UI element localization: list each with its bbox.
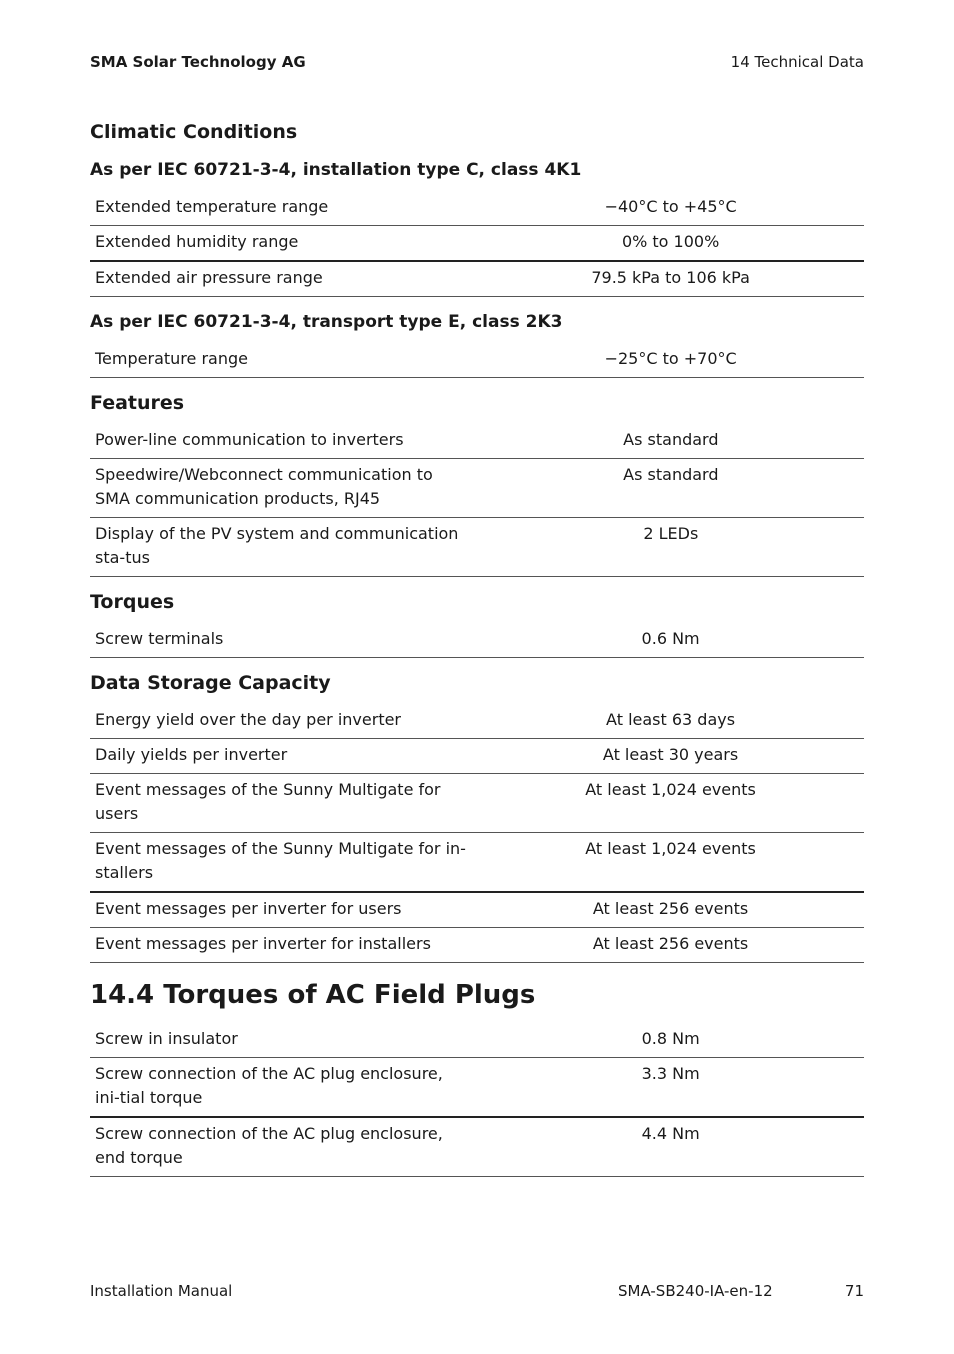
table-row: [90, 343, 864, 378]
row-value: At least 256 events: [477, 928, 864, 963]
row-value: At least 30 years: [477, 739, 864, 774]
row-value: At least 256 events: [477, 892, 864, 928]
section-title: 14.4 Torques of AC Field Plugs: [90, 980, 536, 1010]
table-row: [90, 892, 864, 928]
row-value: 0% to 100%: [477, 226, 864, 262]
row-label: Power-line communication to inverters: [90, 424, 478, 459]
row-value: 0.6 Nm: [477, 623, 864, 658]
row-value: 0.8 Nm: [477, 1023, 864, 1058]
page-content: [90, 117, 864, 1187]
page-number: 71: [844, 1282, 864, 1300]
table-row: [90, 774, 864, 833]
table-row: [90, 739, 864, 774]
row-label: Extended humidity range: [90, 226, 477, 262]
row-value: At least 63 days: [477, 704, 864, 739]
row-value: 79.5 kPa to 106 kPa: [477, 261, 864, 297]
storage-heading: Data Storage Capacity: [90, 672, 331, 694]
table-row: [90, 928, 864, 963]
row-label: Daily yields per inverter: [90, 739, 477, 774]
ac-plugs-table: [90, 1023, 864, 1177]
climatic-heading: Climatic Conditions: [90, 121, 298, 143]
row-label: Screw connection of the AC plug enclosure, end torque: [90, 1117, 477, 1177]
transport-class-heading: As per IEC 60721-3-4, transport type E, class 2K3: [90, 312, 563, 332]
row-label: Event messages per inverter for users: [90, 892, 477, 928]
table-row: [90, 459, 864, 518]
row-label: Event messages per inverter for installers: [90, 928, 477, 963]
table-row: [90, 424, 864, 459]
row-label: Event messages of the Sunny Multigate for in-stallers: [90, 833, 477, 893]
row-label: Event messages of the Sunny Multigate for users: [90, 774, 477, 833]
row-value: At least 1,024 events: [477, 774, 864, 833]
torques-heading: Torques: [90, 591, 175, 613]
row-value: As standard: [478, 424, 864, 459]
row-label: Extended temperature range: [90, 191, 477, 226]
features-table: [90, 424, 864, 577]
table-row: [90, 1117, 864, 1177]
row-value: 4.4 Nm: [477, 1117, 864, 1177]
table-row: [90, 623, 864, 658]
row-label: Screw in insulator: [90, 1023, 477, 1058]
row-value: −40°C to +45°C: [477, 191, 864, 226]
table-row: [90, 1058, 864, 1118]
footer-doc-id: SMA-SB240-IA-en-12: [618, 1282, 773, 1300]
table-row: [90, 261, 864, 297]
storage-table: [90, 704, 864, 963]
climatic-transport-table: [90, 343, 864, 378]
table-row: [90, 833, 864, 893]
row-value: 3.3 Nm: [477, 1058, 864, 1118]
climatic-install-table: [90, 191, 864, 297]
table-row: [90, 518, 864, 577]
row-label: Display of the PV system and communication sta-tus: [90, 518, 478, 577]
row-label: Extended air pressure range: [90, 261, 477, 297]
table-row: [90, 191, 864, 226]
torques-table: [90, 623, 864, 658]
header-company: SMA Solar Technology AG: [90, 53, 306, 71]
table-row: [90, 1023, 864, 1058]
row-label: Energy yield over the day per inverter: [90, 704, 477, 739]
installation-class-heading: As per IEC 60721-3-4, installation type C, class 4K1: [90, 160, 582, 180]
row-value: As standard: [478, 459, 864, 518]
row-label: Speedwire/Webconnect communication to SMA communication products, RJ45: [90, 459, 478, 518]
table-row: [90, 226, 864, 262]
row-label: Screw connection of the AC plug enclosure, ini-tial torque: [90, 1058, 477, 1118]
footer-manual-name: Installation Manual: [90, 1282, 233, 1300]
table-row: [90, 704, 864, 739]
features-heading: Features: [90, 392, 185, 414]
row-value: −25°C to +70°C: [477, 343, 864, 378]
row-value: At least 1,024 events: [477, 833, 864, 893]
row-label: Screw terminals: [90, 623, 477, 658]
row-value: 2 LEDs: [478, 518, 864, 577]
header-chapter: 14 Technical Data: [730, 53, 864, 71]
row-label: Temperature range: [90, 343, 477, 378]
